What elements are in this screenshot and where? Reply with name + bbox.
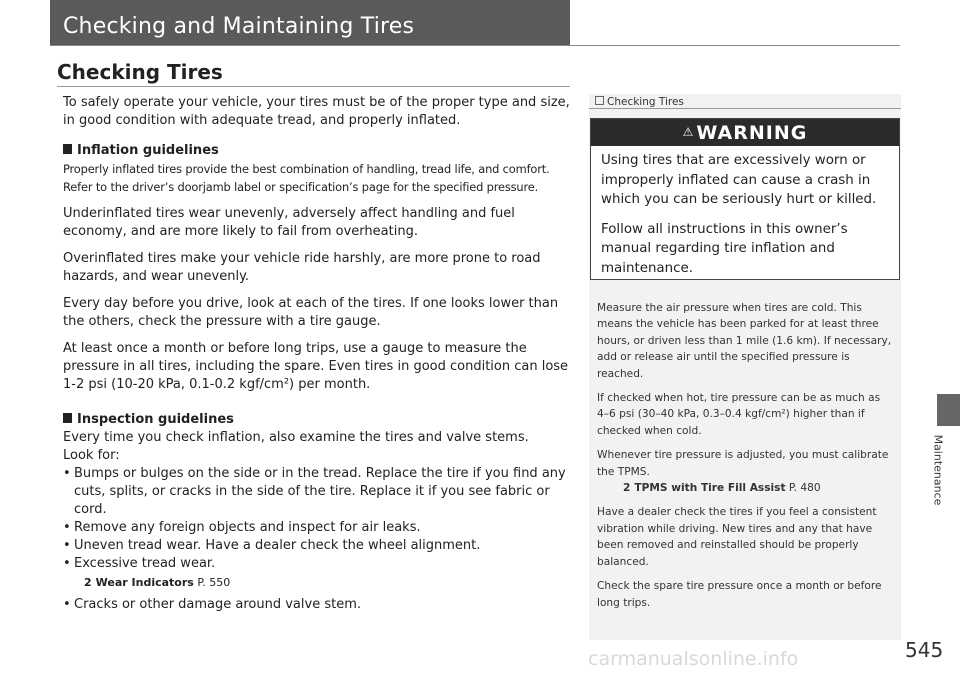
list-item: • Cracks or other damage around valve stem. xyxy=(63,596,573,614)
chapter-side-label: Maintenance xyxy=(931,434,945,506)
sidebar-rule xyxy=(589,108,901,109)
note-marker-icon xyxy=(595,96,604,105)
inspection-list-continued xyxy=(63,596,573,614)
inflation-paragraph-2: Underinflated tires wear unevenly, adversely affect handling and fuel economy, and are more likely to fail from overheating. xyxy=(63,206,515,239)
section-title: Checking Tires xyxy=(57,60,223,84)
chapter-title: Checking and Maintaining Tires xyxy=(63,14,415,39)
arrow-icon: 2 xyxy=(84,576,92,589)
inflation-paragraph-4: Every day before you drive, look at each of the tires. If one looks lower than the others, check the pressure with a tire gauge. xyxy=(63,296,559,329)
warning-triangle-icon: ⚠ xyxy=(682,125,695,139)
look-for-label: Look for: xyxy=(63,448,120,463)
warning-text: Using tires that are excessively worn or improperly inflated can cause a crash in which you can be seriously hurt or killed. Follow all instructions in this owner’s manual regarding tire inflation and maintenance. xyxy=(601,153,877,276)
inspection-heading: Inspection guidelines xyxy=(63,411,573,429)
header-rule xyxy=(50,45,900,46)
sidebar-paragraph-3: Whenever tire pressure is adjusted, you must calibrate the TPMS. xyxy=(597,449,889,478)
inflation-paragraph-1: Properly inflated tires provide the best combination of handling, tread life, and comfort. Refer to the driver’s doorjamb label or specification’s page for the specified pressure. xyxy=(63,162,550,194)
sidebar-paragraph-5: Check the spare tire pressure once a month or before long trips. xyxy=(597,580,882,609)
watermark: carmanualsonline.info xyxy=(588,648,799,670)
tpms-link[interactable]: 2 TPMS with Tire Fill Assist P. 480 xyxy=(623,482,821,495)
square-bullet-icon xyxy=(63,413,72,423)
sidebar-paragraph-2: If checked when hot, tire pressure can be as much as 4–6 psi (30–40 kPa, 0.3–0.4 kgf/cm²) higher than if checked when cold. xyxy=(597,392,881,437)
list-item: • Excessive tread wear. xyxy=(63,555,573,573)
inflation-paragraph-3: Overinflated tires make your vehicle ride harshly, are more prone to road hazards, and wear unevenly. xyxy=(63,251,541,284)
chapter-tab xyxy=(937,394,960,426)
main-column xyxy=(63,94,573,614)
warning-banner: ⚠ WARNING xyxy=(591,119,899,146)
list-item: • Remove any foreign objects and inspect for air leaks. xyxy=(63,519,573,537)
sidebar-body xyxy=(597,300,893,619)
sidebar-paragraph-4: Have a dealer check the tires if you feel a consistent vibration while driving. New tires and any that have been removed and reinstalled should be properly balanced. xyxy=(597,506,877,568)
page-number: 545 xyxy=(905,638,944,662)
sidebar-notes xyxy=(589,94,901,640)
inspection-paragraph: Every time you check inflation, also examine the tires and valve stems. xyxy=(63,430,529,445)
list-item: • Uneven tread wear. Have a dealer check the wheel alignment. xyxy=(63,537,573,555)
section-rule xyxy=(57,86,570,87)
wear-indicators-link[interactable]: 2 Wear Indicators P. 550 xyxy=(63,574,573,592)
intro-paragraph: To safely operate your vehicle, your tires must be of the proper type and size, in good condition with adequate tread, and properly inflated. xyxy=(63,95,570,128)
sidebar-paragraph-1: Measure the air pressure when tires are cold. This means the vehicle has been parked for at least three hours, or driven less than 1 mile (1.6 km). If necessary, add or release air until the specified pressure is reached. xyxy=(597,302,892,380)
arrow-icon: 2 xyxy=(623,482,631,495)
list-item: • Bumps or bulges on the side or in the tread. Replace the tire if you find any cuts, splits, or cracks in the side of the tire. Replace it if you see fabric or cord. xyxy=(63,465,573,519)
inspection-list xyxy=(63,465,573,573)
inflation-heading: Inflation guidelines xyxy=(63,142,573,160)
inflation-paragraph-5: At least once a month or before long trips, use a gauge to measure the pressure in all tires, including the spare. Even tires in good condition can lose 1-2 psi (10-20 kPa, 0.1-0.2 kgf/cm²) per month. xyxy=(63,341,569,392)
warning-box xyxy=(590,118,900,280)
sidebar-header: Checking Tires xyxy=(589,94,907,110)
square-bullet-icon xyxy=(63,144,72,154)
